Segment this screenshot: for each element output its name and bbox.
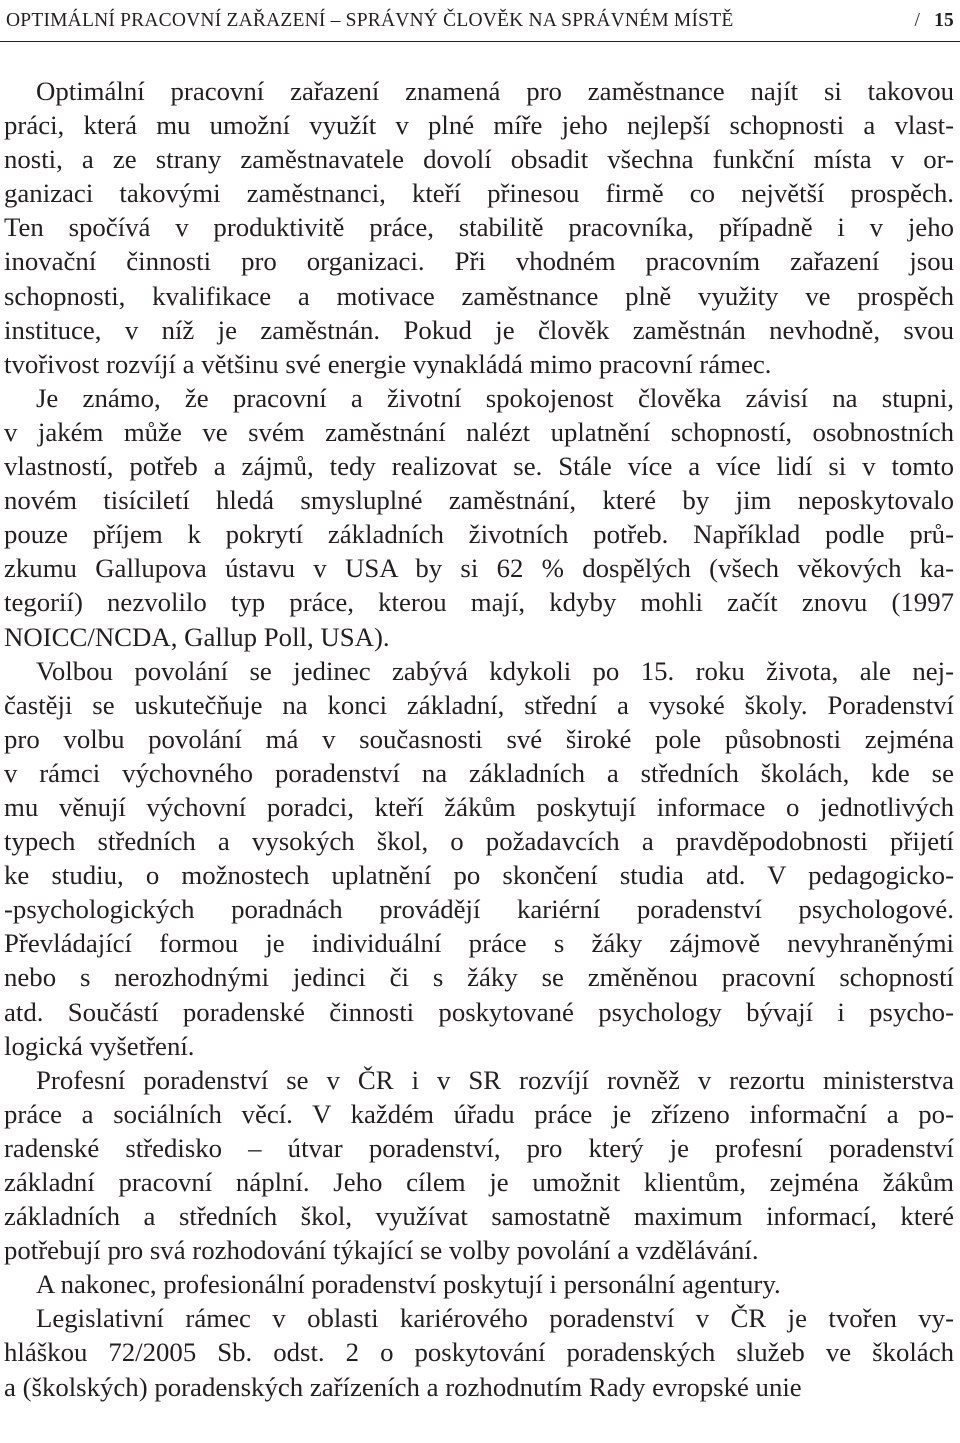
text-line: logická vyšetření. (4, 1030, 195, 1061)
text-line: radenské středisko – útvar poradenství, pro který je profesní poradenství (4, 1132, 954, 1163)
text-line: pouze příjem k pokrytí základních životních potřeb. Například podle prů- (4, 519, 954, 550)
text-line: schopnosti, kvalifikace a motivace zaměstnance plně využity ve prospěch (4, 280, 954, 311)
running-head-separator: / (914, 9, 921, 31)
text-line: Převládající formou je individuální práce s žáky zájmově nevyhraněnými (4, 928, 954, 959)
paragraph (4, 381, 954, 654)
paragraph (4, 654, 954, 1063)
text-line: v rámci výchovného poradenství na základních a středních školách, kde se (4, 757, 954, 788)
text-line: novém tisíciletí hledá smysluplné zaměstnání, které by jim neposkytovalo (4, 485, 954, 516)
text-line: práce a sociálních věcí. V každém úřadu práce je zřízeno informační a po- (4, 1098, 954, 1129)
running-head-title: OPTIMÁLNÍ PRACOVNÍ ZAŘAZENÍ – SPRÁVNÝ ČLOVĚK NA SPRÁVNÉM MÍSTĚ (6, 9, 734, 31)
text-line: hláškou 72/2005 Sb. odst. 2 o poskytování poradenských služeb ve školách (4, 1337, 954, 1368)
text-line: základních a středních škol, využívat samostatně maximum informací, které (4, 1201, 954, 1232)
text-line: Optimální pracovní zařazení znamená pro zaměstnance najít si takovou (36, 76, 954, 106)
text-line: NOICC/NCDA, Gallup Poll, USA). (4, 621, 390, 652)
text-line: Je známo, že pracovní a životní spokojenost člověka závisí na stupni, (36, 382, 954, 413)
text-line: mu věnují výchovní poradci, kteří žákům poskytují informace o jednotlivých (4, 791, 954, 822)
text-line: zkumu Gallupova ústavu v USA by si 62 % dospělých (všech věkových ka- (4, 553, 954, 584)
text-line: vlastností, potřeb a zájmů, tedy realizovat se. Stále více a více lidí si v tomto (4, 451, 954, 482)
text-line: v jakém může ve svém zaměstnání nalézt uplatnění schopností, osobnostních (4, 416, 954, 447)
text-line: inovační činnosti pro organizaci. Při vhodném pracovním zařazení jsou (4, 246, 954, 277)
text-line: tegorií) nezvolilo typ práce, kterou mají, kdyby mohli začít znovu (1997 (4, 587, 954, 618)
text-line: ganizaci takovými zaměstnanci, kteří přinesou firmě co největší prospěch. (4, 178, 954, 209)
text-line: -psychologických poradnách provádějí kariérní poradenství psychologové. (4, 894, 954, 925)
text-line: atd. Součástí poradenské činnosti poskytované psychology bývají i psycho- (4, 996, 954, 1027)
text-line: základní pracovní náplní. Jeho cílem je umožnit klientům, zejména žákům (4, 1167, 954, 1197)
text-line: Legislativní rámec v oblasti kariérového poradenství v ČR je tvořen vy- (36, 1303, 954, 1334)
text-line: nebo s nerozhodnými jedinci či s žáky se změněnou pracovní schopností (4, 962, 954, 993)
text-line: ke studiu, o možnostech uplatnění po skončení studia atd. V pedagogicko- (4, 860, 954, 891)
text-line: typech středních a vysokých škol, o požadavcích a pravděpodobnosti přijetí (4, 826, 954, 857)
text-line: tvořivost rozvíjí a většinu své energie vynakládá mimo pracovní rámec. (4, 348, 772, 379)
text-line: Ten spočívá v produktivitě práce, stabilitě pracovníka, případně i v jeho (4, 212, 954, 243)
paragraph (4, 1301, 954, 1403)
text-line: a (školských) poradenských zařízeních a rozhodnutím Rady evropské unie (4, 1371, 802, 1402)
text-line: častěji se uskutečňuje na konci základní, střední a vysoké školy. Poradenství (4, 689, 954, 720)
text-line: potřebují pro svá rozhodování týkající se volby povolání a vzdělávání. (4, 1235, 759, 1266)
paragraph (4, 1267, 954, 1301)
text-line: A nakonec, profesionální poradenství poskytují i personální agentury. (36, 1269, 781, 1300)
text-line: Volbou povolání se jedinec zabývá kdykoli po 15. roku života, ale nej- (36, 655, 954, 686)
text-line: nosti, a ze strany zaměstnavatele dovolí obsadit všechna funkční místa v or- (4, 144, 954, 175)
text-line: Profesní poradenství se v ČR i v SR rozvíjí rovněž v rezortu ministerstva (36, 1064, 954, 1095)
paragraph (4, 1063, 954, 1268)
page-number: 15 (934, 9, 954, 31)
text-line: práci, která mu umožní využít v plné míře jeho nejlepší schopnosti a vlast- (4, 110, 954, 141)
running-head (0, 0, 960, 42)
paragraph (4, 74, 954, 381)
text-line: instituce, v níž je zaměstnán. Pokud je člověk zaměstnán nevhodně, svou (4, 314, 954, 345)
running-head-right (914, 10, 954, 32)
text-line: pro volbu povolání má v současnosti své široké pole působnosti zejména (4, 723, 954, 754)
body-text (4, 74, 954, 1404)
